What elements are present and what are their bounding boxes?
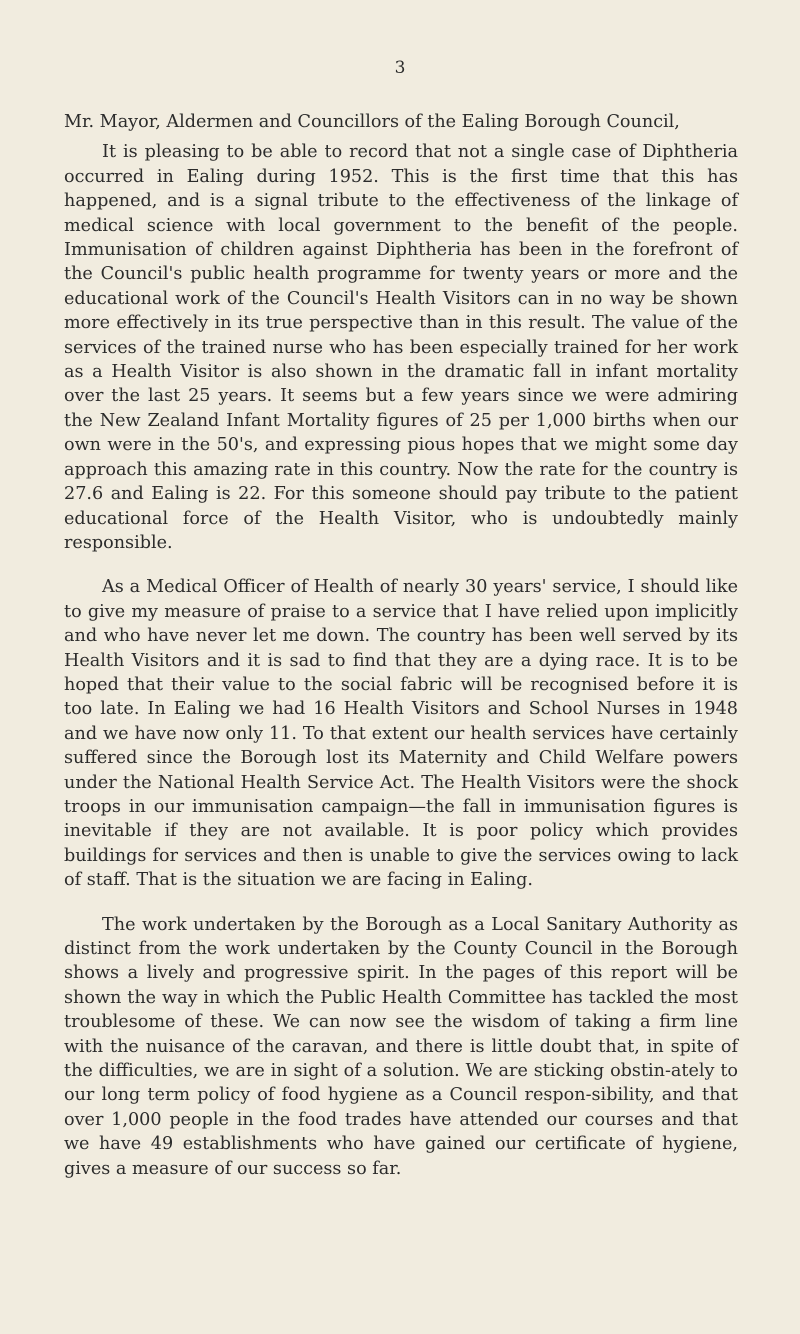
- letter-body: [64, 110, 738, 1201]
- salutation: Mr. Mayor, Aldermen and Councillors of the Ealing Borough Council,: [64, 112, 680, 132]
- paragraph-diphtheria: It is pleasing to be able to record that not a single case of Diphtheria occurred in Ealing during 1952. This is the first time that this has happened, and is a signal tribute to the effectiveness of the linkage of medical science with local government to the benefit of the people. Immunisation of children against Diphtheria has been in the forefront of the Council's public health programme for twenty years or more and the educational work of the Council's Health Visitors can in no way be shown more effectively in its true perspective than in this result. The value of the services of the trained nurse who has been especially trained for her work as a Health Visitor is also shown in the dramatic fall in infant mortality over the last 25 years. It seems but a few years since we were admiring the New Zealand Infant Mortality figures of 25 per 1,000 births when our own were in the 50's, and expressing pious hopes that we might some day approach this amazing rate in this country. Now the rate for the country is 27.6 and Ealing is 22. For this someone should pay tribute to the patient educational force of the Health Visitor, who is undoubtedly mainly responsible.: [64, 142, 738, 553]
- page-number: 3: [394, 58, 406, 78]
- paragraph-health-visitors: As a Medical Officer of Health of nearly 30 years' service, I should like to give my measure of praise to a service that I have relied upon implicitly and who have never let me down. The country has been well served by its Health Visitors and it is sad to find that they are a dying race. It is to be hoped that their value to the social fabric will be recognised before it is too late. In Ealing we had 16 Health Visitors and School Nurses in 1948 and we have now only 11. To that extent our health services have certainly suffered since the Borough lost its Maternity and Child Welfare powers under the National Health Service Act. The Health Visitors were the shock troops in our immunisation campaign—the fall in immunisation figures is inevitable if they are not available. It is poor policy which provides buildings for services and then is unable to give the services owing to lack of staff. That is the situation we are facing in Ealing.: [64, 577, 738, 891]
- paragraph-sanitary-authority: The work undertaken by the Borough as a Local Sanitary Authority as distinct from the work undertaken by the County Council in the Borough shows a lively and progressive spirit. In the pages of this report will be shown the way in which the Public Health Committee has tackled the most troublesome of these. We can now see the wisdom of taking a firm line with the nuisance of the caravan, and there is little doubt that, in spite of the difficulties, we are in sight of a solution. We are sticking obstin-ately to our long term policy of food hygiene as a Council respon-sibility, and that over 1,000 people in the food trades have attended our courses and that we have 49 establishments who have gained our certificate of hygiene, gives a measure of our success so far.: [64, 914, 738, 1179]
